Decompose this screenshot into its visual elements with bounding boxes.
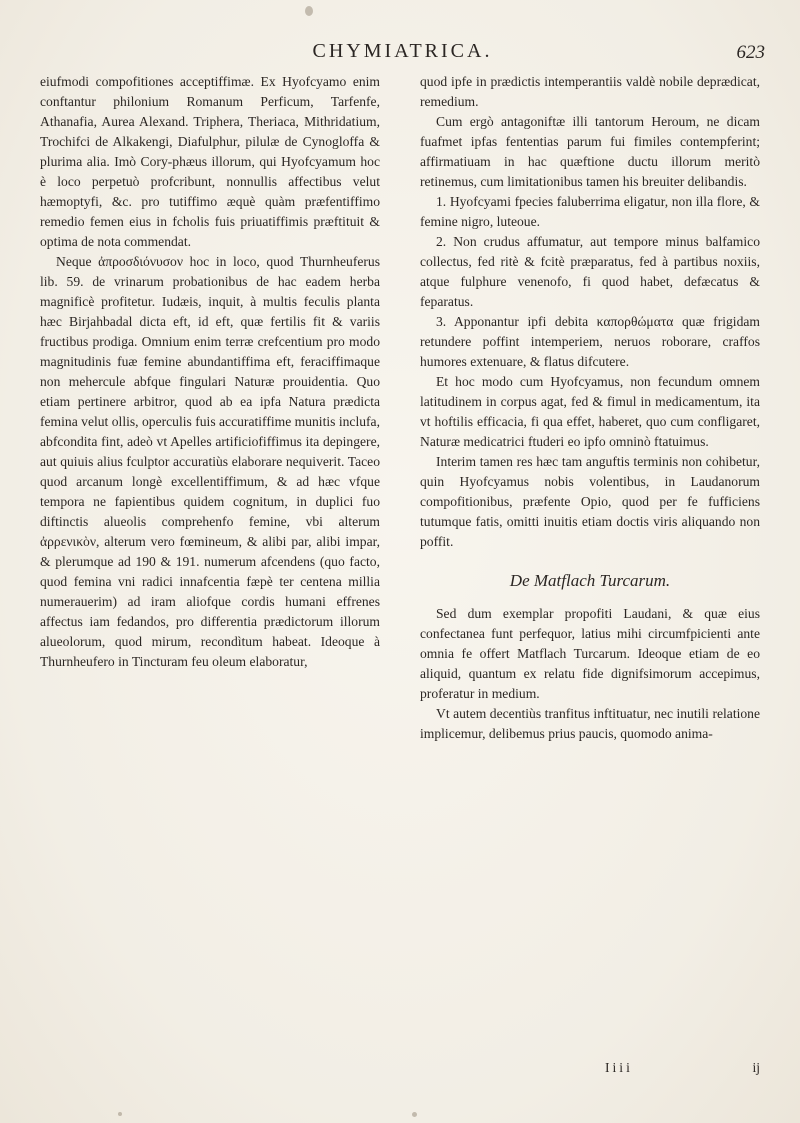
list-item: 3. Apponantur ipfi debita καπορθώματα quæ frigidam retundere poffint intemperiem, neruos roborare, craffos humores extenuare, & flatus difcutere. (420, 314, 760, 369)
ink-spot (118, 1112, 122, 1116)
right-column (420, 72, 760, 744)
paragraph: quod ipfe in prædictis intemperantiis valdè nobile deprædicat, remedium. (420, 74, 760, 109)
paragraph: Neque ἀπροσδιόνυσον hoc in loco, quod Thurnheuferus lib. 59. de vrinarum probationibus de hac eadem herba magnificè profitetur. Iudæis, inquit, à multis feculis planta hæc Birjahbadal dicta eft, id eft, quæ fertilis fit & variis fructibus prodiga. Omnium enim terræ crefcentium pro modo magnitudinis fuæ femine abundantiffima eft, feraciffimaque non mehercule abfque fingulari Naturæ prouidentia. Quo etiam pertinere arbitror, quod ab ea ipfa Natura prædicta femina velut ollis, operculis fuis accuratiffime munitis inclufa, abfcondita fint, adeò vt Apelles artificiofiffimus ita depingere, aut quiuis alius fculptor accuratiùs elaborare nequiverit. Taceo quod arcanum longè excellentiffimum, & ad hæc vfque tempora ne fapientibus quidem cognitum, in duplici fuo diftinctis alueolis comprehenfo femine, vbi alterum ἀρρενικὸν, alterum vero fœmineum, & alibi par, alibi impar, & plerumque ad 190 & 191. numerum afcendens (quo facto, quod femina vni radici innafcentia fæpè ter centena millia numerauerim) ad iram aliofque cordis humani effrenes affectus iam fedandos, pro differentia prædictorum illorum alueolorum, quod mirum, recondìtum habeat. Ideoque à Thurnheufero in Tincturam feu oleum elaboratur, (40, 254, 380, 669)
list-item: 1. Hyofcyami fpecies faluberrima eligatur, non illa flore, & femine nigro, luteoue. (420, 194, 760, 229)
ink-spot (305, 6, 313, 16)
paragraph: Et hoc modo cum Hyofcyamus, non fecundum omnem latitudinem in corpus agat, fed & fimul in medicamentum, ita vt hoftilis efficacia, fi qua effet, haberet, quo cum confligaret, Naturæ medicatrici ftuderi eo ipfo omninò ftatuimus. (420, 374, 760, 449)
list-item: 2. Non crudus affumatur, aut tempore minus balfamico collectus, fed ritè & fcitè præparatus, fed à partibus noxiis, atque fulphure venenofo, fi quod habet, defæcatus & feparatus. (420, 234, 760, 309)
running-head: CHYMIATRICA. (312, 40, 493, 62)
catchword: ij (752, 1060, 760, 1075)
ink-spot (412, 1112, 417, 1117)
left-column (40, 72, 380, 672)
page-footer (420, 1060, 760, 1080)
paragraph: Sed dum exemplar propofiti Laudani, & quæ eius confectanea funt perfequor, latius mihi circumfpicienti ante omnia fe offert Matflach Turcarum. Ideoque etiam de eo aliquid, quantum ex relatu fide dignifsimorum accepimus, proferatur in medium. (420, 606, 760, 701)
page-number: 623 (736, 42, 765, 63)
paragraph: Interim tamen res hæc tam anguftis terminis non cohibetur, quin Hyofcyamus nobis volentibus, in Laudanorum compofitionibus, præfente Opio, quod per fe fufficiens tutumque fatis, omitti inuitis etiam doctis viris aliquando non poffit. (420, 454, 760, 549)
page-header (40, 40, 765, 72)
signature-mark: Iiii (605, 1060, 633, 1075)
section-heading: De Matflach Turcarum. (509, 571, 671, 590)
paragraph: Cum ergò antagoniftæ illi tantorum Heroum, ne dicam fuafmet ipfas fententias parum fui fimiles contempferint; affirmatiuam in hac quæftione ductu illorum meritò retinemus, cum limitationibus tamen his breuiter delibandis. (420, 114, 760, 189)
paragraph: eiufmodi compofitiones acceptiffimæ. Ex Hyofcyamo enim conftantur philonium Romanum Perficum, Tarfenfe, Athanafia, Aurea Alexand. Triphera, Theriaca, Mithridatium, Trochifci de Alkakengi, Diafulphur, pilulæ de Cynogloffa & plurima alia. Imò Cory-phæus illorum, qui Hyofcyamum hoc è loco perpetuò profcribunt, nonnullis affectibus velut hæmoptyfi, &c. pro tutiffimo æquè quàm præfentiffimo remedio femen eius in fcholis fuis priuatiffimis præftituit & optima de nota commendat. (40, 74, 380, 249)
paragraph: Vt autem decentiùs tranfitus inftituatur, nec inutili relatione implicemur, delibemus prius paucis, quomodo anima- (420, 706, 760, 741)
